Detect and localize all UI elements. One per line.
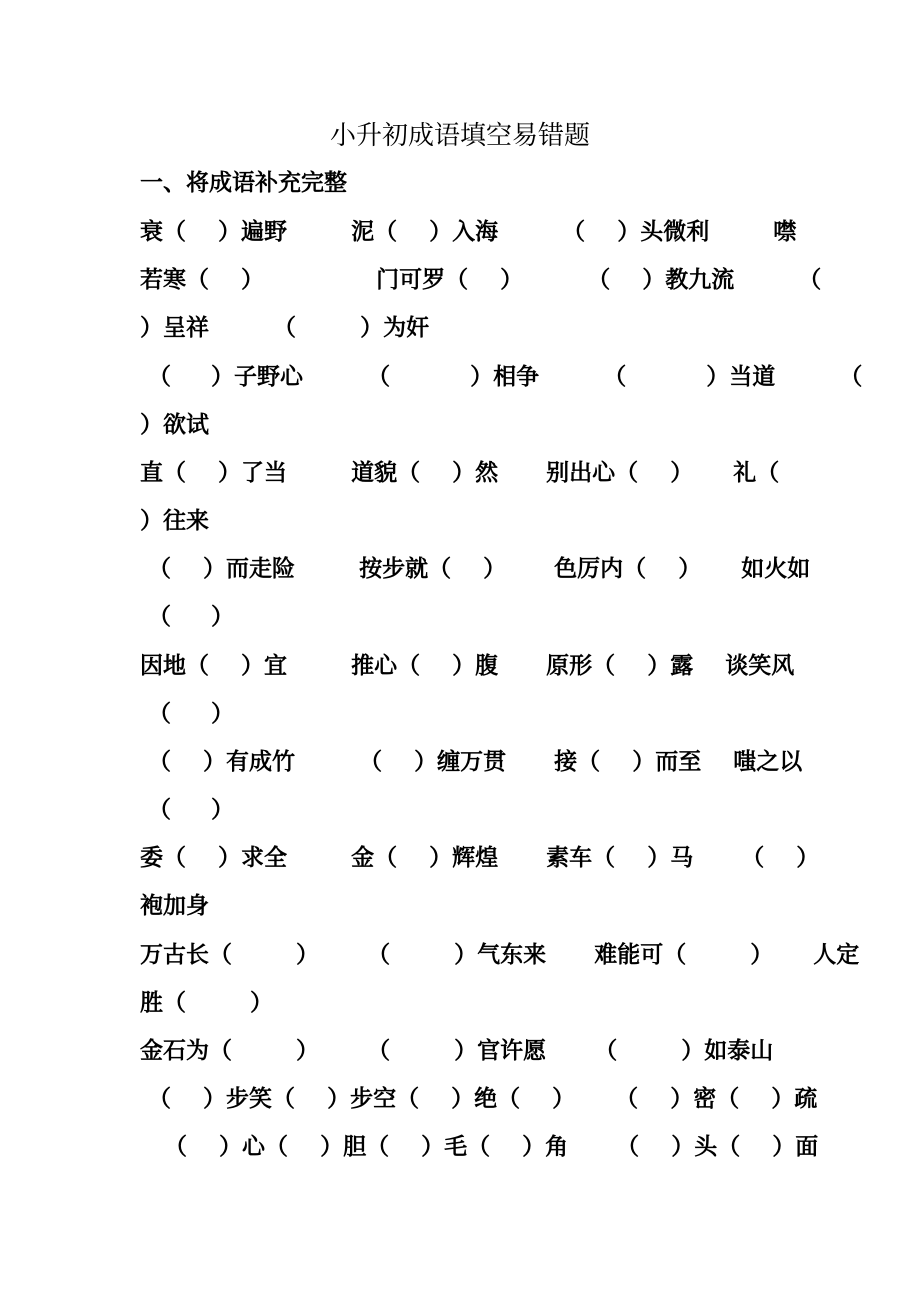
exercise-line: ）欲试 <box>140 412 209 438</box>
exercise-line: ）呈祥 （ ）为奸 <box>140 315 430 341</box>
exercise-line: 直（ ）了当 道貌（ ）然 别出心（ ） 礼（ <box>140 460 780 486</box>
exercise-line: （ ）子野心 （ ）相争 （ ）当道 （ <box>140 364 863 390</box>
exercise-line: 金石为（ ） （ ）官许愿 （ ）如泰山 <box>140 1038 774 1064</box>
exercise-line: （ ） <box>140 797 235 823</box>
exercise-line: （ ） <box>140 701 235 727</box>
exercise-line: 因地（ ）宜 推心（ ）腹 原形（ ）露 谈笑风 <box>140 653 795 679</box>
exercise-line: 委（ ）求全 金（ ）辉煌 素车（ ）马 （ ） <box>140 845 820 871</box>
exercise-line: （ ）而走险 按步就（ ） 色厉内（ ） 如火如 <box>140 556 811 582</box>
exercise-line: （ ）心（ ）胆（ ）毛（ ）角 （ ）头（ ）面 <box>140 1134 819 1160</box>
exercise-line: （ ）有成竹 （ ）缠万贯 接（ ）而至 嗤之以 <box>140 749 803 775</box>
exercise-line: 衰（ ）遍野 泥（ ）入海 （ ）头微利 噤 <box>140 219 797 245</box>
exercise-line: （ ）步笑（ ）步空（ ）绝（ ） （ ）密（ ）疏 <box>140 1086 818 1112</box>
exercise-line: 胜（ ） <box>140 990 274 1016</box>
exercise-line: （ ） <box>140 604 235 630</box>
exercise-line: 万古长（ ） （ ）气东来 难能可（ ） 人定 <box>140 942 860 968</box>
section-heading: 一、将成语补充完整 <box>140 170 347 196</box>
page-title: 小升初成语填空易错题 <box>329 121 590 151</box>
exercise-line: 袍加身 <box>140 893 209 919</box>
exercise-line: ）往来 <box>140 508 209 534</box>
exercise-line: 若寒（ ） 门可罗（ ） （ ）教九流 （ <box>140 267 822 293</box>
